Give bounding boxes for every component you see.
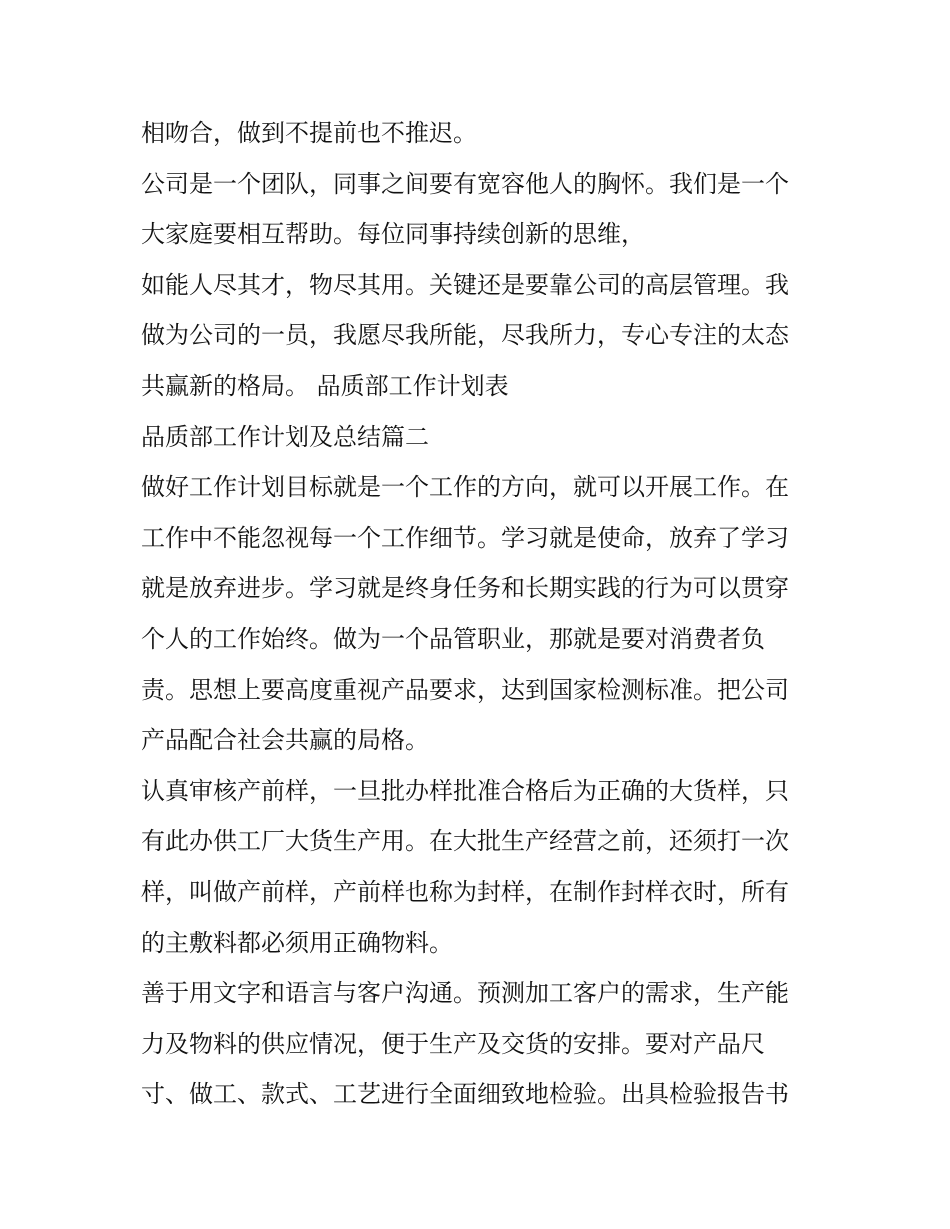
- text-line: 个人的工作始终。做为一个品管职业，那就是要对消费者负: [141, 624, 765, 653]
- text-line: 做好工作计划目标就是一个工作的方向，就可以开展工作。在: [141, 473, 789, 502]
- text-line: 寸、做工、款式、工艺进行全面细致地检验。出具检验报告书: [141, 1080, 789, 1109]
- text-line: 样，叫做产前样，产前样也称为封样，在制作封样衣时，所有: [141, 877, 789, 906]
- text-line: 就是放弃进步。学习就是终身任务和长期实践的行为可以贯穿: [141, 574, 789, 603]
- text-line: 共赢新的格局。 品质部工作计划表: [141, 371, 509, 400]
- text-line: 产品配合社会共赢的局格。: [141, 726, 429, 755]
- text-line: 如能人尽其才，物尽其用。关键还是要靠公司的高层管理。我: [141, 270, 789, 299]
- text-line: 大家庭要相互帮助。每位同事持续创新的思维，: [141, 220, 645, 249]
- text-line: 的主敷料都必须用正确物料。: [141, 928, 453, 957]
- text-line: 工作中不能忽视每一个工作细节。学习就是使命，放弃了学习: [141, 523, 789, 552]
- document-body: [141, 108, 821, 1120]
- section-heading: 品质部工作计划及总结篇二: [141, 422, 429, 451]
- text-line: 责。思想上要高度重视产品要求，达到国家检测标准。把公司: [141, 675, 789, 704]
- text-line: 有此办供工厂大货生产用。在大批生产经营之前，还须打一次: [141, 827, 789, 856]
- text-line: 相吻合，做到不提前也不推迟。: [141, 119, 477, 147]
- text-line: 公司是一个团队，同事之间要有宽容他人的胸怀。我们是一个: [141, 169, 789, 198]
- text-line: 认真审核产前样，一旦批办样批准合格后为正确的大货样，只: [141, 776, 789, 805]
- text-line: 力及物料的供应情况，便于生产及交货的安排。要对产品尺: [141, 1029, 765, 1058]
- text-line: 做为公司的一员，我愿尽我所能，尽我所力，专心专注的太态: [141, 321, 789, 350]
- text-line: 善于用文字和语言与客户沟通。预测加工客户的需求，生产能: [141, 979, 789, 1008]
